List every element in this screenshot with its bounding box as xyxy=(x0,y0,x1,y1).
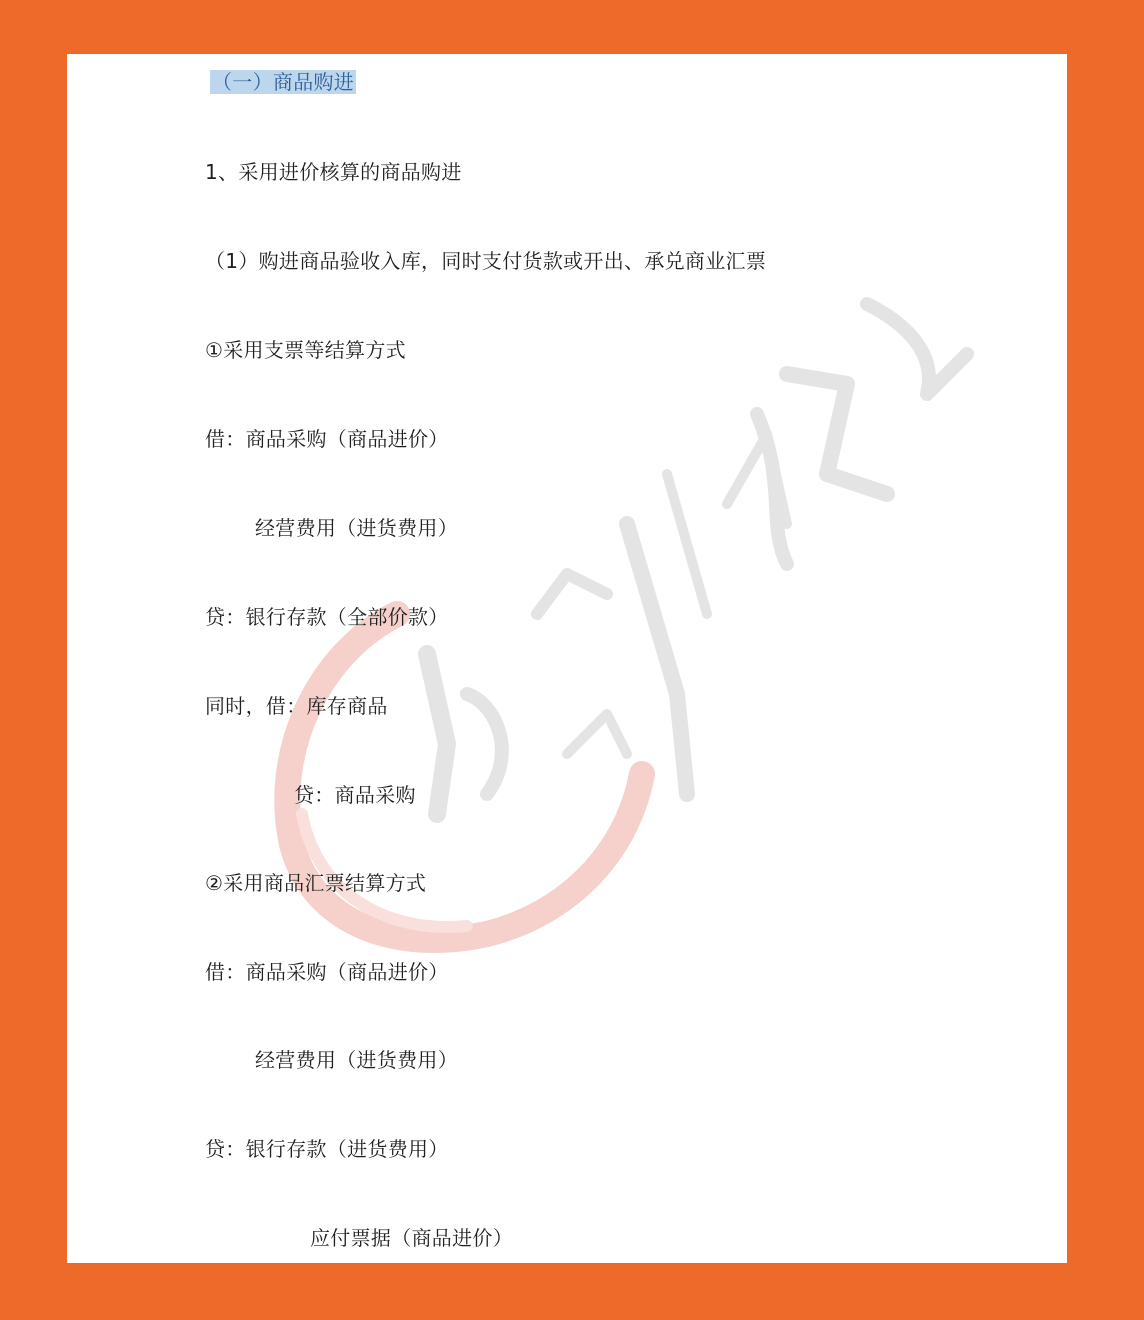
document-line: 应付票据（商品进价） xyxy=(310,1226,513,1250)
document-line: 贷：商品采购 xyxy=(294,783,416,807)
document-line: ①采用支票等结算方式 xyxy=(205,338,406,362)
document-line: 借：商品采购（商品进价） xyxy=(205,960,449,984)
document-line: 贷：银行存款（进货费用） xyxy=(205,1137,449,1161)
document-line: 经营费用（进货费用） xyxy=(255,1048,458,1072)
section-heading-text: （一）商品购进 xyxy=(212,70,355,94)
document-line: 同时，借：库存商品 xyxy=(205,694,388,718)
document-line: 经营费用（进货费用） xyxy=(255,516,458,540)
document-line: ②采用商品汇票结算方式 xyxy=(205,871,427,895)
watermark-seal xyxy=(67,54,1067,1263)
section-heading xyxy=(210,68,356,96)
document-page xyxy=(67,54,1067,1263)
document-line: 贷：银行存款（全部价款） xyxy=(205,605,449,629)
document-line: （1）购进商品验收入库，同时支付货款或开出、承兑商业汇票 xyxy=(205,249,767,273)
document-line: 1、采用进价核算的商品购进 xyxy=(205,160,462,184)
document-line: 借：商品采购（商品进价） xyxy=(205,427,449,451)
